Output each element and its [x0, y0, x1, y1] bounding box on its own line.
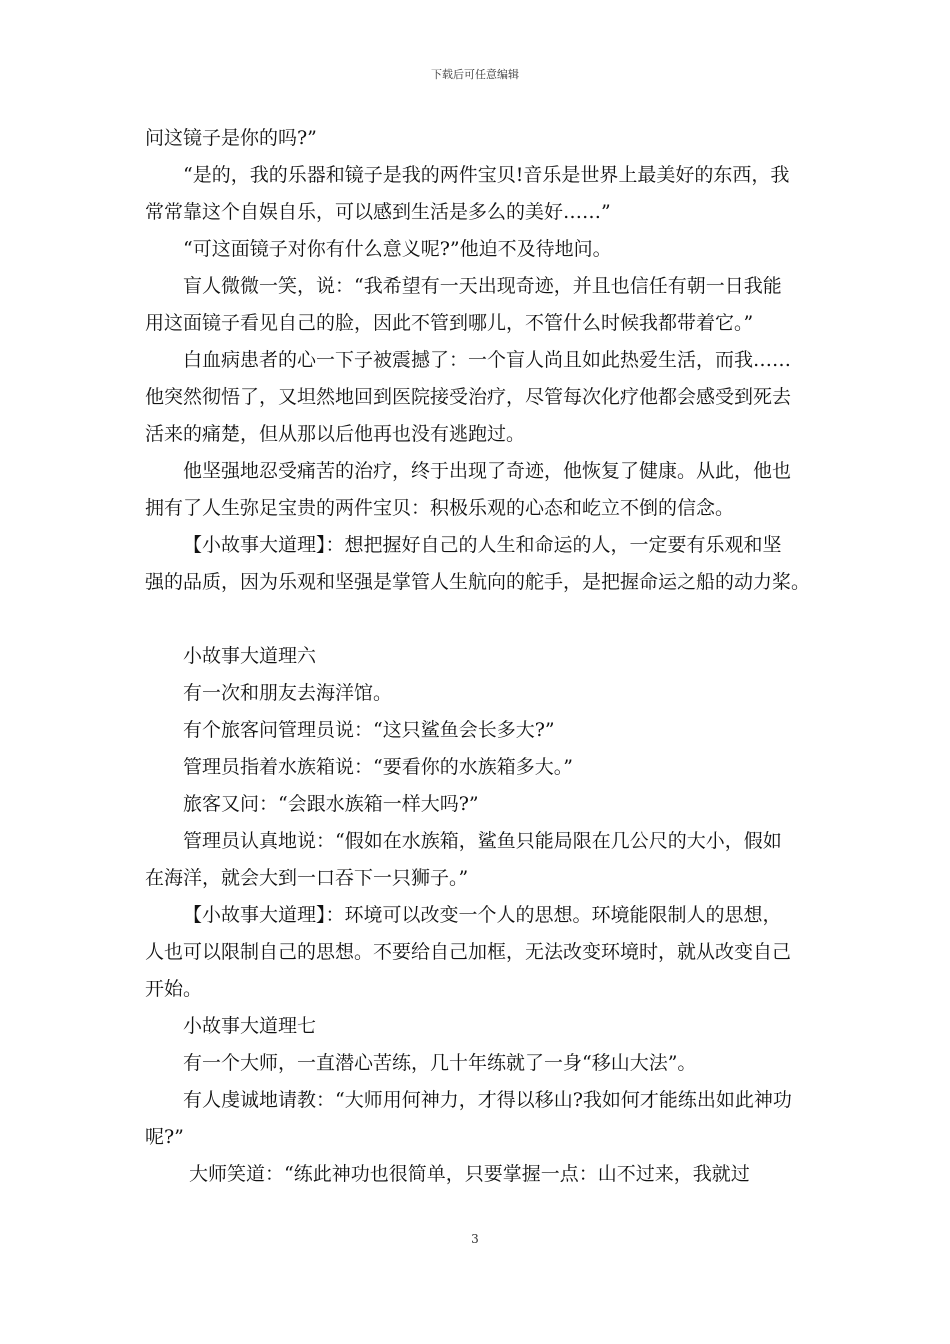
- text-line: 他突然彻悟了，又坦然地回到医院接受治疗，尽管每次化疗他都会感受到死去: [145, 386, 792, 408]
- text-line: 他坚强地忍受痛苦的治疗，终于出现了奇迹，他恢复了健康。从此，他也: [183, 460, 792, 482]
- text-line: 【小故事大道理】：环境可以改变一个人的思想。环境能限制人的思想，: [183, 904, 782, 926]
- text-line: 有个旅客问管理员说：“这只鲨鱼会长多大?”: [183, 719, 555, 741]
- page-number: 3: [471, 1232, 479, 1246]
- text-line: 活来的痛楚，但从那以后他再也没有逃跑过。: [145, 423, 526, 445]
- text-line: 常常靠这个自娱自乐，可以感到生活是多么的美好……”: [145, 201, 611, 223]
- text-line: 有人虔诚地请教：“大师用何神力，才得以移山?我如何才能练出如此神功: [183, 1089, 792, 1111]
- document-body: [145, 120, 810, 1193]
- text-line: 管理员指着水族箱说：“要看你的水族箱多大。”: [183, 756, 573, 778]
- text-line: 开始。: [145, 978, 203, 1000]
- text-line: 用这面镜子看见自己的脸，因此不管到哪儿，不管什么时候我都带着它。”: [145, 312, 754, 334]
- text-line: 有一次和朋友去海洋馆。: [183, 682, 393, 704]
- text-line: 在海洋，就会大到一口吞下一只狮子。”: [145, 867, 469, 889]
- text-line: 【小故事大道理】：想把握好自己的人生和命运的人，一定要有乐观和坚: [183, 534, 782, 556]
- page-header: 下载后可任意编辑: [431, 68, 519, 81]
- text-line: 白血病患者的心一下子被震撼了：一个盲人尚且如此热爱生活，而我……: [183, 349, 792, 371]
- paragraph-gap: [145, 601, 810, 638]
- text-line: 管理员认真地说：“假如在水族箱，鲨鱼只能局限在几公尺的大小，假如: [183, 830, 782, 852]
- text-line: 大师笑道：“练此神功也很简单，只要掌握一点：山不过来，我就过: [189, 1163, 750, 1185]
- text-line: 盲人微微一笑，说：“我希望有一天出现奇迹，并且也信任有朝一日我能: [183, 275, 782, 297]
- text-line: 人也可以限制自己的思想。不要给自己加框，无法改变环境时，就从改变自己: [145, 941, 792, 963]
- text-line: “可这面镜子对你有什么意义呢?”他迫不及待地问。: [183, 238, 612, 260]
- section-heading: 小故事大道理六: [183, 645, 317, 667]
- text-line: 问这镜子是你的吗?”: [145, 127, 317, 149]
- text-line: “是的，我的乐器和镜子是我的两件宝贝!音乐是世界上最美好的东西，我: [183, 164, 790, 186]
- text-line: 强的品质，因为乐观和坚强是掌管人生航向的舵手，是把握命运之船的动力桨。: [145, 571, 811, 593]
- text-line: 旅客又问：“会跟水族箱一样大吗?”: [183, 793, 479, 815]
- section-heading: 小故事大道理七: [183, 1015, 317, 1037]
- text-line: 有一个大师，一直潜心苦练，几十年练就了一身“移山大法”。: [183, 1052, 697, 1074]
- text-line: 拥有了人生弥足宝贵的两件宝贝：积极乐观的心态和屹立不倒的信念。: [145, 497, 735, 519]
- text-line: 呢?”: [145, 1126, 184, 1148]
